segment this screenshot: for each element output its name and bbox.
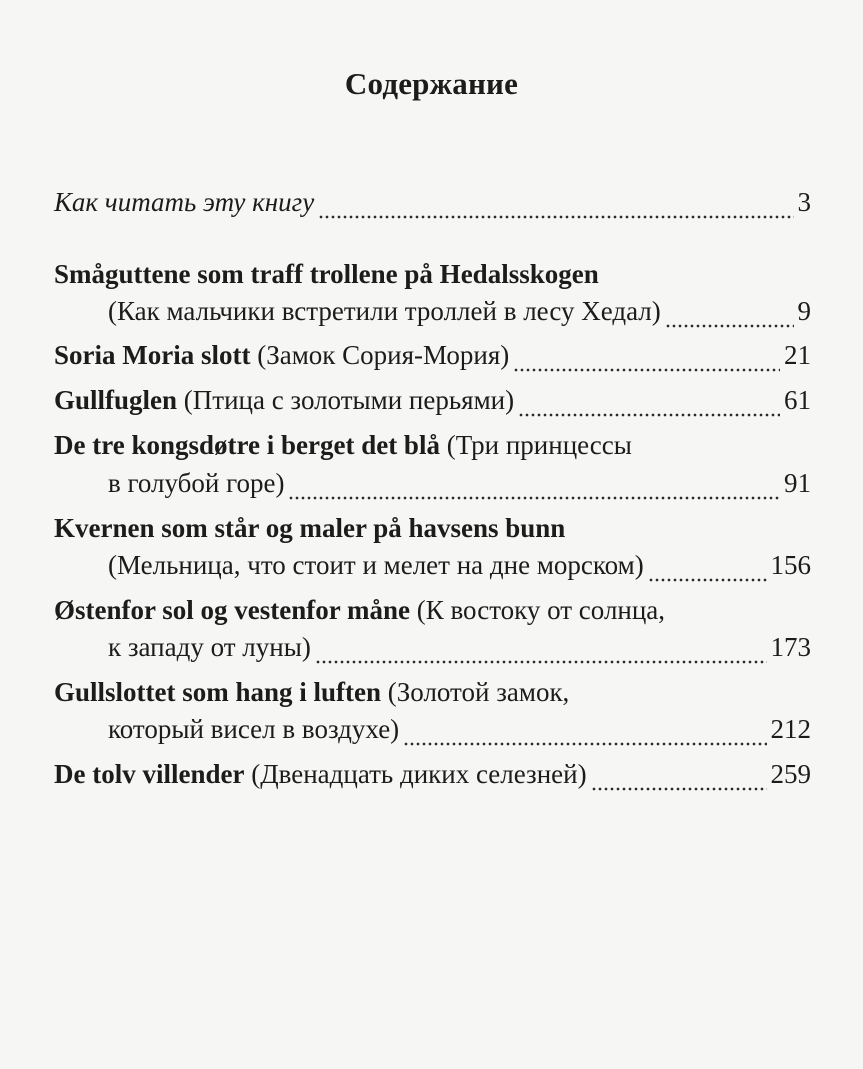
toc-entry-title: De tre kongsdøtre i berget det blå xyxy=(54,430,440,460)
toc-entry[interactable] xyxy=(54,340,811,380)
page-title: Содержание xyxy=(344,66,519,101)
toc-page-number: 173 xyxy=(770,632,811,662)
toc-entry-subtitle-line[interactable] xyxy=(108,468,811,508)
toc-entry-translation: (Замок Сория-Мория) xyxy=(250,340,510,370)
toc-entry-title: Gullslottet som hang i luften xyxy=(54,677,382,707)
dot-leader xyxy=(665,299,794,333)
toc-entry-title-line[interactable] xyxy=(54,513,811,553)
toc-entry-title: Gullfuglen xyxy=(54,385,178,415)
toc-page-number: 156 xyxy=(770,550,811,580)
toc-entry-translation: в голубой горе) xyxy=(108,468,285,498)
toc-entry-title: De tolv villender xyxy=(54,759,245,789)
toc-page-number: 21 xyxy=(784,340,811,370)
dot-leader xyxy=(403,717,766,751)
toc-entry-title: Kvernen som står og maler på havsens bunn xyxy=(54,513,566,543)
toc-entry-subtitle-line[interactable] xyxy=(108,714,811,754)
toc-entry-title: Soria Moria slott xyxy=(54,340,251,370)
dot-leader xyxy=(513,343,780,377)
toc-entry-subtitle-line[interactable] xyxy=(108,550,811,590)
toc-entry-title: Как читать эту книгу xyxy=(54,187,315,217)
toc-page-number: 91 xyxy=(784,468,811,498)
dot-leader xyxy=(518,388,780,422)
toc-entry-title-line[interactable] xyxy=(54,430,811,470)
toc-entry[interactable] xyxy=(54,759,811,799)
toc-entry-title: Østenfor sol og vestenfor måne xyxy=(54,595,410,625)
toc-page-number: 9 xyxy=(797,296,811,326)
toc-entry-translation: (Три принцессы xyxy=(439,430,632,460)
toc-entry-translation: к западу от луны) xyxy=(108,632,311,662)
toc-entry-title-line[interactable] xyxy=(54,595,811,635)
dot-leader xyxy=(648,553,767,587)
dot-leader xyxy=(591,762,767,796)
dot-leader xyxy=(315,635,767,669)
toc-entry-translation: (Как мальчики встретили троллей в лесу Хедал) xyxy=(108,296,661,326)
toc-entry-title-line[interactable] xyxy=(54,677,811,717)
toc-entry-translation: (Двенадцать диких селезней) xyxy=(244,759,587,789)
dot-leader xyxy=(288,471,780,505)
toc-entry-subtitle-line[interactable] xyxy=(108,296,811,336)
toc-entry-translation: который висел в воздухе) xyxy=(108,714,400,744)
toc-entry-subtitle-line[interactable] xyxy=(108,632,811,672)
toc-page-number: 259 xyxy=(770,759,811,789)
toc-page-number: 212 xyxy=(770,714,811,744)
toc-entry-title: Småguttene som traff trollene på Hedalsskogen xyxy=(54,259,599,289)
toc-entry-title-line[interactable] xyxy=(54,259,811,299)
toc-entry-translation: (Мельница, что стоит и мелет на дне морском) xyxy=(108,550,644,580)
dot-leader xyxy=(318,190,793,224)
toc-entry-translation: (Птица с золотыми перьями) xyxy=(177,385,515,415)
toc-entry-how-to-read[interactable] xyxy=(54,187,811,227)
toc-entry[interactable] xyxy=(54,385,811,425)
toc-page-number: 3 xyxy=(797,187,811,217)
toc-entry-translation: (К востоку от солнца, xyxy=(409,595,666,625)
toc-entry-translation: (Золотой замок, xyxy=(381,677,570,707)
toc-page-number: 61 xyxy=(784,385,811,415)
